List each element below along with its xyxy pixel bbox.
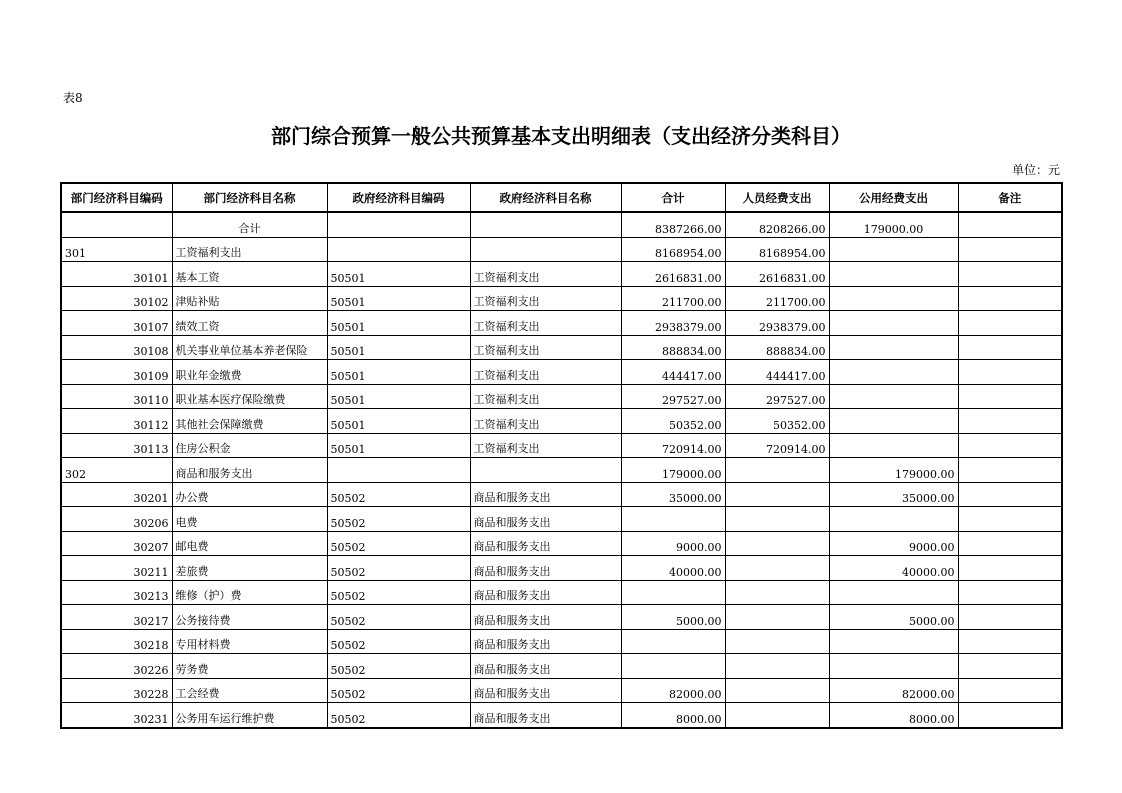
gov-code-cell: 50501 <box>327 409 470 434</box>
column-header: 政府经济科目编码 <box>327 183 470 212</box>
total-row <box>61 212 1062 237</box>
public-cell <box>829 335 958 360</box>
table-row <box>61 703 1062 728</box>
code-cell: 30211 <box>61 556 172 581</box>
table-row <box>61 360 1062 385</box>
personnel-cell <box>725 678 829 703</box>
code-cell: 30112 <box>61 409 172 434</box>
total-cell: 2616831.00 <box>621 262 725 287</box>
public-cell: 8000.00 <box>829 703 958 728</box>
total-public: 179000.00 <box>829 212 958 237</box>
total-cell: 2938379.00 <box>621 311 725 336</box>
table-row <box>61 678 1062 703</box>
gov-code-cell: 50501 <box>327 262 470 287</box>
gov-name-cell <box>470 237 621 262</box>
personnel-cell: 211700.00 <box>725 286 829 311</box>
public-cell: 82000.00 <box>829 678 958 703</box>
category-row <box>61 237 1062 262</box>
personnel-cell <box>725 482 829 507</box>
personnel-cell: 2616831.00 <box>725 262 829 287</box>
code-cell: 30213 <box>61 580 172 605</box>
public-cell <box>829 629 958 654</box>
total-cell <box>621 654 725 679</box>
code-cell: 30217 <box>61 605 172 630</box>
gov-name-cell: 工资福利支出 <box>470 311 621 336</box>
total-personnel: 8208266.00 <box>725 212 829 237</box>
total-cell: 40000.00 <box>621 556 725 581</box>
total-note-cell <box>958 212 1062 237</box>
gov-code-cell: 50502 <box>327 580 470 605</box>
code-cell: 30108 <box>61 335 172 360</box>
note-cell <box>958 531 1062 556</box>
table-row <box>61 605 1062 630</box>
personnel-cell: 297527.00 <box>725 384 829 409</box>
table-row <box>61 556 1062 581</box>
gov-code-cell <box>327 237 470 262</box>
gov-name-cell: 工资福利支出 <box>470 433 621 458</box>
gov-name-cell: 商品和服务支出 <box>470 629 621 654</box>
gov-name-cell: 商品和服务支出 <box>470 654 621 679</box>
personnel-cell <box>725 458 829 483</box>
gov-code-cell: 50502 <box>327 605 470 630</box>
gov-code-cell: 50501 <box>327 384 470 409</box>
public-cell <box>829 237 958 262</box>
personnel-cell: 444417.00 <box>725 360 829 385</box>
gov-code-cell: 50502 <box>327 531 470 556</box>
table-header-row <box>61 183 1062 212</box>
note-cell <box>958 482 1062 507</box>
gov-name-cell: 商品和服务支出 <box>470 703 621 728</box>
gov-name-cell: 工资福利支出 <box>470 335 621 360</box>
gov-name-cell: 工资福利支出 <box>470 286 621 311</box>
personnel-cell <box>725 556 829 581</box>
code-cell: 30206 <box>61 507 172 532</box>
gov-name-cell: 工资福利支出 <box>470 384 621 409</box>
public-cell <box>829 384 958 409</box>
column-header: 公用经费支出 <box>829 183 958 212</box>
note-cell <box>958 605 1062 630</box>
code-cell: 30201 <box>61 482 172 507</box>
note-cell <box>958 678 1062 703</box>
total-gov-name-cell <box>470 212 621 237</box>
name-cell: 办公费 <box>172 482 327 507</box>
table-row <box>61 262 1062 287</box>
table-row <box>61 335 1062 360</box>
personnel-cell <box>725 605 829 630</box>
gov-code-cell: 50502 <box>327 507 470 532</box>
total-code-cell <box>61 212 172 237</box>
table-row <box>61 531 1062 556</box>
gov-name-cell: 商品和服务支出 <box>470 531 621 556</box>
total-cell: 211700.00 <box>621 286 725 311</box>
public-cell: 179000.00 <box>829 458 958 483</box>
table-row <box>61 286 1062 311</box>
code-cell: 301 <box>61 237 172 262</box>
name-cell: 专用材料费 <box>172 629 327 654</box>
personnel-cell <box>725 531 829 556</box>
name-cell: 机关事业单位基本养老保险 <box>172 335 327 360</box>
name-cell: 其他社会保障缴费 <box>172 409 327 434</box>
table-row <box>61 580 1062 605</box>
category-row <box>61 458 1062 483</box>
gov-code-cell: 50502 <box>327 678 470 703</box>
public-cell <box>829 311 958 336</box>
public-cell <box>829 360 958 385</box>
total-cell: 8168954.00 <box>621 237 725 262</box>
total-gov-code-cell <box>327 212 470 237</box>
name-cell: 差旅费 <box>172 556 327 581</box>
name-cell: 商品和服务支出 <box>172 458 327 483</box>
public-cell: 9000.00 <box>829 531 958 556</box>
code-cell: 30207 <box>61 531 172 556</box>
column-header: 备注 <box>958 183 1062 212</box>
gov-code-cell: 50501 <box>327 433 470 458</box>
table-row <box>61 654 1062 679</box>
total-cell: 179000.00 <box>621 458 725 483</box>
code-cell: 30113 <box>61 433 172 458</box>
total-sum: 8387266.00 <box>621 212 725 237</box>
public-cell <box>829 433 958 458</box>
name-cell: 绩效工资 <box>172 311 327 336</box>
total-label: 合计 <box>172 212 327 237</box>
code-cell: 30109 <box>61 360 172 385</box>
personnel-cell: 720914.00 <box>725 433 829 458</box>
total-cell: 720914.00 <box>621 433 725 458</box>
total-cell: 444417.00 <box>621 360 725 385</box>
name-cell: 住房公积金 <box>172 433 327 458</box>
gov-name-cell: 商品和服务支出 <box>470 556 621 581</box>
note-cell <box>958 286 1062 311</box>
note-cell <box>958 629 1062 654</box>
total-cell <box>621 580 725 605</box>
name-cell: 职业年金缴费 <box>172 360 327 385</box>
public-cell <box>829 409 958 434</box>
personnel-cell <box>725 580 829 605</box>
gov-name-cell: 工资福利支出 <box>470 262 621 287</box>
public-cell <box>829 262 958 287</box>
public-cell <box>829 286 958 311</box>
gov-code-cell: 50501 <box>327 335 470 360</box>
table-row <box>61 482 1062 507</box>
name-cell: 劳务费 <box>172 654 327 679</box>
note-cell <box>958 654 1062 679</box>
code-cell: 30101 <box>61 262 172 287</box>
name-cell: 工资福利支出 <box>172 237 327 262</box>
table-row <box>61 433 1062 458</box>
table-row <box>61 409 1062 434</box>
total-cell: 9000.00 <box>621 531 725 556</box>
code-cell: 302 <box>61 458 172 483</box>
code-cell: 30102 <box>61 286 172 311</box>
total-cell: 5000.00 <box>621 605 725 630</box>
gov-name-cell: 工资福利支出 <box>470 409 621 434</box>
name-cell: 邮电费 <box>172 531 327 556</box>
personnel-cell <box>725 654 829 679</box>
gov-code-cell: 50502 <box>327 654 470 679</box>
total-cell: 888834.00 <box>621 335 725 360</box>
name-cell: 维修（护）费 <box>172 580 327 605</box>
note-cell <box>958 433 1062 458</box>
personnel-cell: 2938379.00 <box>725 311 829 336</box>
gov-code-cell: 50502 <box>327 629 470 654</box>
code-cell: 30226 <box>61 654 172 679</box>
note-cell <box>958 458 1062 483</box>
personnel-cell <box>725 507 829 532</box>
budget-table <box>60 182 1063 729</box>
name-cell: 津贴补贴 <box>172 286 327 311</box>
table-number: 表8 <box>63 91 83 105</box>
personnel-cell: 8168954.00 <box>725 237 829 262</box>
total-cell: 35000.00 <box>621 482 725 507</box>
gov-code-cell: 50501 <box>327 311 470 336</box>
gov-code-cell: 50501 <box>327 360 470 385</box>
personnel-cell: 50352.00 <box>725 409 829 434</box>
gov-name-cell: 商品和服务支出 <box>470 605 621 630</box>
public-cell: 5000.00 <box>829 605 958 630</box>
note-cell <box>958 335 1062 360</box>
note-cell <box>958 360 1062 385</box>
code-cell: 30110 <box>61 384 172 409</box>
unit-label: 单位：元 <box>1011 163 1060 177</box>
name-cell: 工会经费 <box>172 678 327 703</box>
gov-name-cell: 工资福利支出 <box>470 360 621 385</box>
column-header: 合计 <box>621 183 725 212</box>
note-cell <box>958 580 1062 605</box>
gov-code-cell: 50502 <box>327 556 470 581</box>
total-cell <box>621 629 725 654</box>
public-cell: 40000.00 <box>829 556 958 581</box>
column-header: 人员经费支出 <box>725 183 829 212</box>
public-cell <box>829 507 958 532</box>
code-cell: 30228 <box>61 678 172 703</box>
gov-code-cell: 50501 <box>327 286 470 311</box>
gov-name-cell: 商品和服务支出 <box>470 482 621 507</box>
name-cell: 基本工资 <box>172 262 327 287</box>
gov-name-cell: 商品和服务支出 <box>470 678 621 703</box>
column-header: 部门经济科目编码 <box>61 183 172 212</box>
gov-code-cell: 50502 <box>327 703 470 728</box>
total-cell: 50352.00 <box>621 409 725 434</box>
code-cell: 30107 <box>61 311 172 336</box>
table-row <box>61 629 1062 654</box>
personnel-cell: 888834.00 <box>725 335 829 360</box>
total-cell: 82000.00 <box>621 678 725 703</box>
personnel-cell <box>725 703 829 728</box>
gov-name-cell: 商品和服务支出 <box>470 580 621 605</box>
name-cell: 职业基本医疗保险缴费 <box>172 384 327 409</box>
note-cell <box>958 311 1062 336</box>
gov-code-cell <box>327 458 470 483</box>
gov-name-cell <box>470 458 621 483</box>
gov-name-cell: 商品和服务支出 <box>470 507 621 532</box>
note-cell <box>958 237 1062 262</box>
table-row <box>61 507 1062 532</box>
note-cell <box>958 409 1062 434</box>
personnel-cell <box>725 629 829 654</box>
name-cell: 电费 <box>172 507 327 532</box>
code-cell: 30218 <box>61 629 172 654</box>
column-header: 部门经济科目名称 <box>172 183 327 212</box>
note-cell <box>958 703 1062 728</box>
total-cell: 297527.00 <box>621 384 725 409</box>
name-cell: 公务接待费 <box>172 605 327 630</box>
table-row <box>61 311 1062 336</box>
public-cell <box>829 580 958 605</box>
name-cell: 公务用车运行维护费 <box>172 703 327 728</box>
column-header: 政府经济科目名称 <box>470 183 621 212</box>
total-cell: 8000.00 <box>621 703 725 728</box>
code-cell: 30231 <box>61 703 172 728</box>
note-cell <box>958 384 1062 409</box>
public-cell: 35000.00 <box>829 482 958 507</box>
page-title: 部门综合预算一般公共预算基本支出明细表（支出经济分类科目） <box>271 124 851 148</box>
public-cell <box>829 654 958 679</box>
total-cell <box>621 507 725 532</box>
note-cell <box>958 262 1062 287</box>
note-cell <box>958 507 1062 532</box>
table-row <box>61 384 1062 409</box>
note-cell <box>958 556 1062 581</box>
gov-code-cell: 50502 <box>327 482 470 507</box>
